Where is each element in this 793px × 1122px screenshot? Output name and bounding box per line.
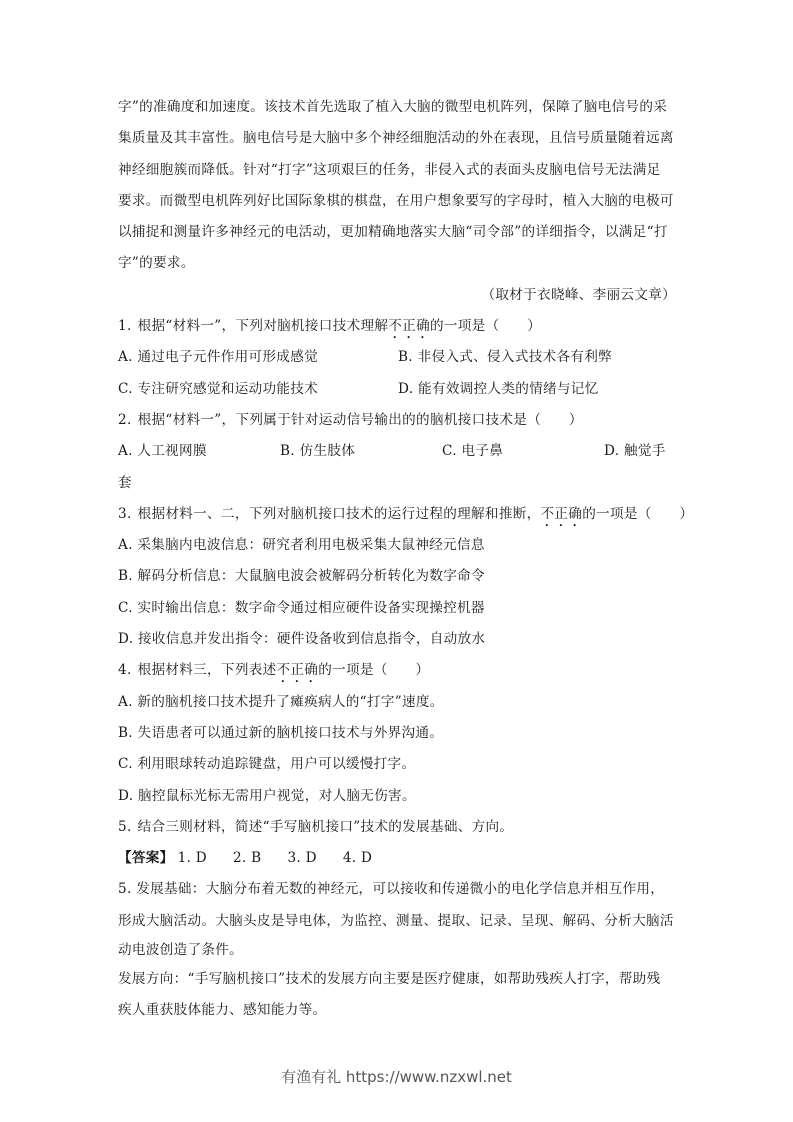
question-number: 3. xyxy=(118,505,132,522)
stem-text: 的一项是（ ） xyxy=(318,662,430,679)
option-b xyxy=(118,718,678,749)
option-text: 能有效调控人类的情绪与记忆 xyxy=(417,380,599,397)
option-a xyxy=(118,530,678,561)
option-letter: C. xyxy=(118,599,133,616)
option-d xyxy=(118,624,678,655)
answer-item: 3. D xyxy=(287,850,317,867)
question-number: 5. xyxy=(118,818,132,835)
option-letter: C. xyxy=(442,443,457,460)
question-number: 2. xyxy=(118,411,132,428)
passage-line: 字”的要求。 xyxy=(118,255,195,272)
stem-text: 的一项是（ ） xyxy=(582,505,694,522)
stem-text: 根据“材料一”，下列属于针对运动信号输出的的脑机接口技术是（ ） xyxy=(137,411,583,428)
answer-label: 【答案】 xyxy=(118,850,174,867)
option-text: 人工视网膜 xyxy=(137,443,207,460)
option-letter: B. xyxy=(398,349,413,366)
answer-line: 形成大脑活动。大脑头皮是导电体，为监控、测量、提取、记录、呈现、解码、分析大脑活 xyxy=(118,912,674,929)
option-a xyxy=(118,687,678,718)
stem-text: 根据“材料一”，下列对脑机接口技术理解 xyxy=(137,318,389,335)
answer-item: 1. D xyxy=(177,850,207,867)
question-stem xyxy=(118,655,678,686)
option-row xyxy=(118,342,678,373)
question-stem xyxy=(118,499,694,530)
option-letter: C. xyxy=(118,756,133,773)
option-letter: D. xyxy=(118,631,134,648)
answer-line: 动电波创造了条件。 xyxy=(118,942,244,959)
option-letter: C. xyxy=(118,380,133,397)
option-text: 新的脑机接口技术提升了瘫痪病人的“打字”速度。 xyxy=(137,693,444,710)
stem-text: 的一项是（ ） xyxy=(429,318,542,335)
option-letter: B. xyxy=(118,568,133,585)
option-letter: D. xyxy=(118,787,134,804)
question-2 xyxy=(118,405,678,499)
question-5 xyxy=(118,812,678,843)
stem-text: 根据材料三，下列表述 xyxy=(137,662,277,679)
option-text: 专注研究感觉和运动功能技术 xyxy=(137,380,319,397)
answer-key xyxy=(118,843,678,874)
stem-text: 根据材料一、二，下列对脑机接口技术的运行过程的理解和推断， xyxy=(137,505,541,522)
option-text: 解码分析信息：大鼠脑电波会被解码分析转化为数字命令 xyxy=(137,568,485,585)
stem-text: 结合三则材料，简述“手写脑机接口”技术的发展基础、方向。 xyxy=(137,818,514,835)
option-text: 利用眼球转动追踪键盘，用户可以缓慢打字。 xyxy=(137,756,416,773)
answer-line: 发展方向：“手写脑机接口”技术的发展方向主要是医疗健康，如帮助残疾人打字，帮助残 xyxy=(118,971,661,988)
answer-line: 疾人重获肢体能力、感知能力等。 xyxy=(118,1002,327,1019)
option-text: 实时输出信息：数字命令通过相应硬件设备实现操控机器 xyxy=(137,599,485,616)
emphasis-text: 不正确 xyxy=(276,662,319,679)
option-b xyxy=(280,436,442,467)
passage-source: （取材于衣晓峰、李丽云文章） xyxy=(481,286,676,303)
option-d xyxy=(118,781,678,812)
passage xyxy=(118,92,678,311)
option-text: 失语患者可以通过新的脑机接口技术与外界沟通。 xyxy=(137,724,444,741)
question-4 xyxy=(118,655,678,811)
document-page xyxy=(118,92,694,1027)
option-text: 通过电子元件作用可形成感觉 xyxy=(137,349,318,366)
option-row xyxy=(118,436,678,467)
option-text: 接收信息并发出指令：硬件设备收到信息指令，自动放水 xyxy=(137,631,486,648)
option-c xyxy=(118,593,678,624)
option-b xyxy=(118,561,678,592)
option-d xyxy=(604,436,666,467)
option-letter: A. xyxy=(118,537,133,554)
option-c xyxy=(118,374,398,405)
option-c xyxy=(118,749,678,780)
answer-item: 4. D xyxy=(342,850,373,867)
option-b xyxy=(398,342,678,373)
option-letter: D. xyxy=(604,443,620,460)
question-3 xyxy=(118,499,694,655)
answer-line: 5. 发展基础：大脑分布着无数的神经元，可以接收和传递微小的电化学信息并相互作用， xyxy=(118,881,665,898)
option-a xyxy=(118,436,280,467)
option-text: 脑控鼠标光标无需用户视觉，对人脑无伤害。 xyxy=(137,787,416,804)
option-text: 电子鼻 xyxy=(461,443,504,460)
option-row xyxy=(118,374,678,405)
option-letter: B. xyxy=(280,443,295,460)
emphasis-text: 不正确 xyxy=(388,318,430,335)
option-a xyxy=(118,342,398,373)
question-stem xyxy=(118,311,678,342)
option-letter: A. xyxy=(118,349,133,366)
answer-section xyxy=(118,843,678,1026)
option-letter: A. xyxy=(118,443,133,460)
option-text: 采集脑内电波信息：研究者利用电极采集大鼠神经元信息 xyxy=(137,537,485,554)
passage-line: 字”的准确度和加速度。该技术首先选取了植入大脑的微型电机阵列，保障了脑电信号的采 xyxy=(118,99,668,115)
option-text: 非侵入式、侵入式技术各有利弊 xyxy=(417,349,613,366)
question-stem xyxy=(118,405,678,436)
option-text: 触觉手 xyxy=(623,443,666,460)
option-letter: D. xyxy=(398,380,414,397)
answer-item: 2. B xyxy=(232,850,262,867)
option-c xyxy=(442,436,604,467)
option-letter: B. xyxy=(118,724,133,741)
question-stem xyxy=(118,812,678,843)
option-text: 仿生肢体 xyxy=(299,443,356,460)
passage-line: 要求。而微型电机阵列好比国际象棋的棋盘，在用户想象要写的字母时，植入大脑的电极可 xyxy=(118,192,674,209)
option-letter: A. xyxy=(118,693,133,710)
option-overflow: 套 xyxy=(118,474,132,491)
passage-line: 以捕捉和测量许多神经元的电活动，更加精确地落实大脑“司令部”的详细指令，以满足“打 xyxy=(118,224,668,241)
question-number: 4. xyxy=(118,662,132,679)
passage-line: 神经细胞簇而降低。针对“打字”这项艰巨的任务，非侵入式的表面头皮脑电信号无法满足 xyxy=(118,161,661,178)
watermark-footer: 有渔有礼 https://www.nzxwl.net xyxy=(281,1068,512,1086)
emphasis-text: 不正确 xyxy=(540,505,583,522)
option-d xyxy=(398,374,678,405)
question-number: 1. xyxy=(118,318,132,335)
question-1 xyxy=(118,311,678,405)
passage-line: 集质量及其丰富性。脑电信号是大脑中多个神经细胞活动的外在表现，且信号质量随着远离 xyxy=(118,130,674,147)
